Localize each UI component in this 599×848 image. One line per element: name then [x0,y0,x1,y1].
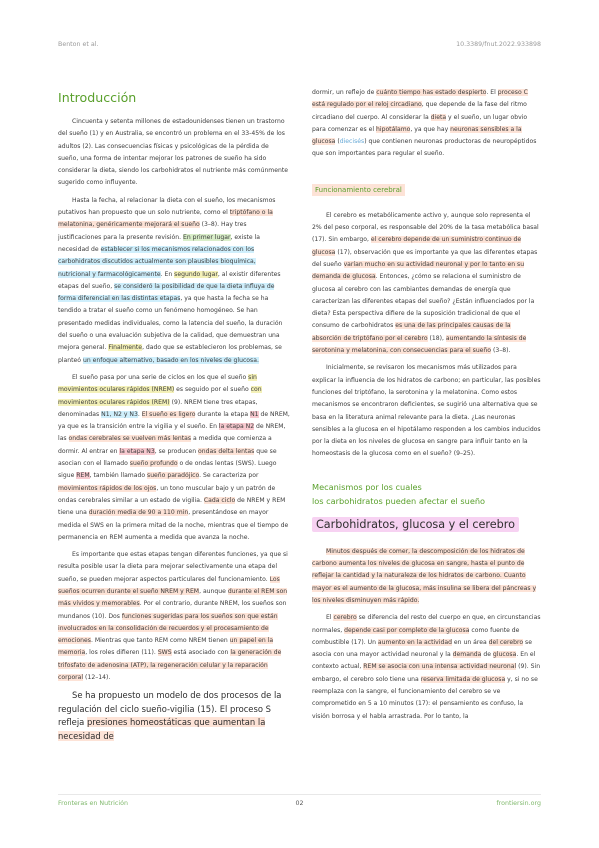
paragraph-3: El sueño pasa por una serie de ciclos en los que el sueño sin movimientos oculares rápidos (NREM) es seguido por el sueño con movimientos oculares rápidos (REM) (9). NREM tiene tres etapas, denominadas N1, N2 y N3. El sueño es ligero durante la etapa N1 de NREM, ya que es la transición entre la vigilia y el sueño. En la etapa N2 de NREM, las ondas cerebrales se vuelven más lentas a medida que comienza a dormir. Al entrar en la etapa N3, se producen ondas delta lentas que se asocian con el llamado sueño profundo o de ondas lentas (SWS). Luego sigue REM, también llamado sueño paradójico. Se caracteriza por movimientos rápidos de los ojos, un tono muscular bajo y un patrón de ondas cerebrales similar a un estado de vigilia. Cada ciclo de NREM y REM tiene una duración media de 90 a 110 min, presentándose en mayor medida el SWS en la primera mitad de la noche, mientras que el tiempo de permanencia en REM aumenta a medida que avanza la noche. [58,373,290,541]
paragraph-4: Es importante que estas etapas tengan diferentes funciones, ya que si resulta posible usar la dieta para mejorar selectivamente una etapa del sueño, se pueden mejorar aspectos particulares del funcionamiento. Los sueños ocurren durante el sueño NREM y REM, aunque durante el REM son más vívidos y memorables. Por el contrario, durante NREM, los sueños son mundanos (10). Dos funciones sugeridas para los sueños son que están involucrados en la consolidación de recuerdos y el procesamiento de emociones. Mientras que tanto REM como NREM tienen un papel en la memoria, los roles difieren (11). SWS está asociado con la generación de trifosfato de adenosina (ATP), la regeneración celular y la reparación corporal (12–14). [58,551,288,682]
footer-journal: Fronteras en Nutrición [58,800,128,807]
section-heading-funcionamiento: Funcionamiento cerebral [312,184,541,196]
section-heading-carbohidratos: Carbohidratos, glucosa y el cerebro [312,516,541,534]
right-column [312,87,541,728]
footer-rule [58,794,541,795]
section-heading-introduccion: Introducción [58,90,137,105]
header-authors: Benton et al. [58,41,99,48]
section-heading-mecanismos: Mecanismos por los cuales [312,481,422,492]
paragraph-5-large: Se ha propuesto un modelo de dos procesos de la regulación del ciclo sueño-vigilia (15). El proceso S refleja presiones homeostáticas que aumentan la necesidad de [58,690,282,741]
paragraph-1: Cincuenta y setenta millones de estadounidenses tienen un trastorno del sueño (1) y en Australia, se encontró un problema en el 33-45% de los adultos (2). Las consecuencias físicas y psicológicas de la pérdida de sueño, una forma de intentar mejorar los patrones de sueño ha sido considerar la dieta, siendo los carbohidratos el nutriente más comúnmente sugerido como influyente. [58,118,288,187]
header-doi: 10.3389/fnut.2022.933898 [456,41,541,48]
paragraph-r4: El cerebro se diferencia del resto del cuerpo en que, en circunstancias normales, depende casi por completo de la glucosa como fuente de combustible (17). Un aumento en la actividad en un área del cerebro se asocia con una mayor actividad neuronal y la demanda de glucosa. En el contexto actual, REM se asocia con una intensa actividad neuronal (9). Sin embargo, el cerebro solo tiene una reserva limitada de glucosa y, si no se reemplaza con la sangre, el funcionamiento del cerebro se ve comprometido en 5 a 10 minutos (17): el pensamiento es confuso, la visión borrosa y el habla arrastrada. Por lo tanto, la [312,614,541,720]
section-subheading-mecanismos: los carbohidratos pueden afectar el sueño [312,495,486,506]
paragraph-r1: El cerebro es metabólicamente activo y, aunque solo representa el 2% del peso corporal, es responsable del 20% de la tasa metabólica basal (17). Sin embargo, el cerebro depende de un suministro continuo de glucosa (17), observación que es importante ya que las diferentes etapas del sueño varían mucho en su actividad neuronal y por lo tanto en su demanda de glucosa. Entonces, ¿cómo se relaciona el suministro de glucosa al cerebro con las cambiantes demandas de energía que caracterizan las diferentes etapas del sueño? ¿Están influenciados por la dieta? Esta perspectiva difiere de la suposición tradicional de que el consumo de carbohidratos es una de las principales causas de la absorción de triptófano por el cerebro (18), aumentando la síntesis de serotonina y melatonina, con consecuencias para el sueño (3–8). [312,211,539,355]
paragraph-2: Hasta la fecha, al relacionar la dieta con el sueño, los mecanismos putativos han propuesto que un solo nutriente, como el triptófano o la melatonina, genéricamente mejorará el sueño (3–8). Hay tres justificaciones para la presente revisión. En primer lugar, existe la necesidad de establecer si los mecanismos relacionados con los carbohidratos discutidos actualmente son plausibles bioquímica, nutricional y farmacológicamente. En segundo lugar, al existir diferentes etapas del sueño, se consideró la posibilidad de que la dieta influya de forma diferencial en las distintas etapas, ya que hasta la fecha se ha tendido a tratar el sueño como un fenómeno homogéneo. Se han presentado medidas individuales, como la latencia del sueño, la duración del sueño o una evaluación subjetiva de la calidad, que demuestran una mejora general. Finalmente, dado que se establecieron los problemas, se planteó un enfoque alternativo, basado en los niveles de glucosa. [58,196,283,364]
footer-site-link[interactable]: frontiersin.org [496,800,541,807]
footer-page-number: 02 [295,800,304,807]
left-column [58,90,290,748]
paragraph-r3: Minutos después de comer, la descomposición de los hidratos de carbono aumenta los niveles de glucosa en sangre, hasta el punto de reflejar la cantidad y la naturaleza de los hidratos de carbono. Cuanto mayor es el aumento de la glucosa, más insulina se libera del páncreas y los niveles disminuyen más rápido. [312,547,537,604]
paragraph-r0: dormir, un reflejo de cuánto tiempo has estado despierto. El proceso C está regulado por el reloj circadiano, que depende de la fase del ritmo circadiano del cuerpo. Al considerar la dieta y el sueño, un lugar obvio para comenzar es el hipotálamo, ya que hay neuronas sensibles a la glucosa (diecisés) que contienen neuronas productoras de neuropéptidos que son importantes para regular el sueño. [312,89,537,158]
paragraph-r2: Inicialmente, se revisaron los mecanismos más utilizados para explicar la influencia de los hidratos de carbono; en particular, las posibles funciones del triptófano, la serotonina y la melatonina. Como estos mecanismos se encontraron deficientes, se sugirió una alternativa que se basa en la literatura animal relevante para la dieta. ¿Las neuronas sensibles a la glucosa en el hipotálamo responden a los cambios inducidos por la dieta en los niveles de glucosa en sangre para influir tanto en la homeostasis de la glucosa como en el sueño? (9–25). [312,364,541,458]
